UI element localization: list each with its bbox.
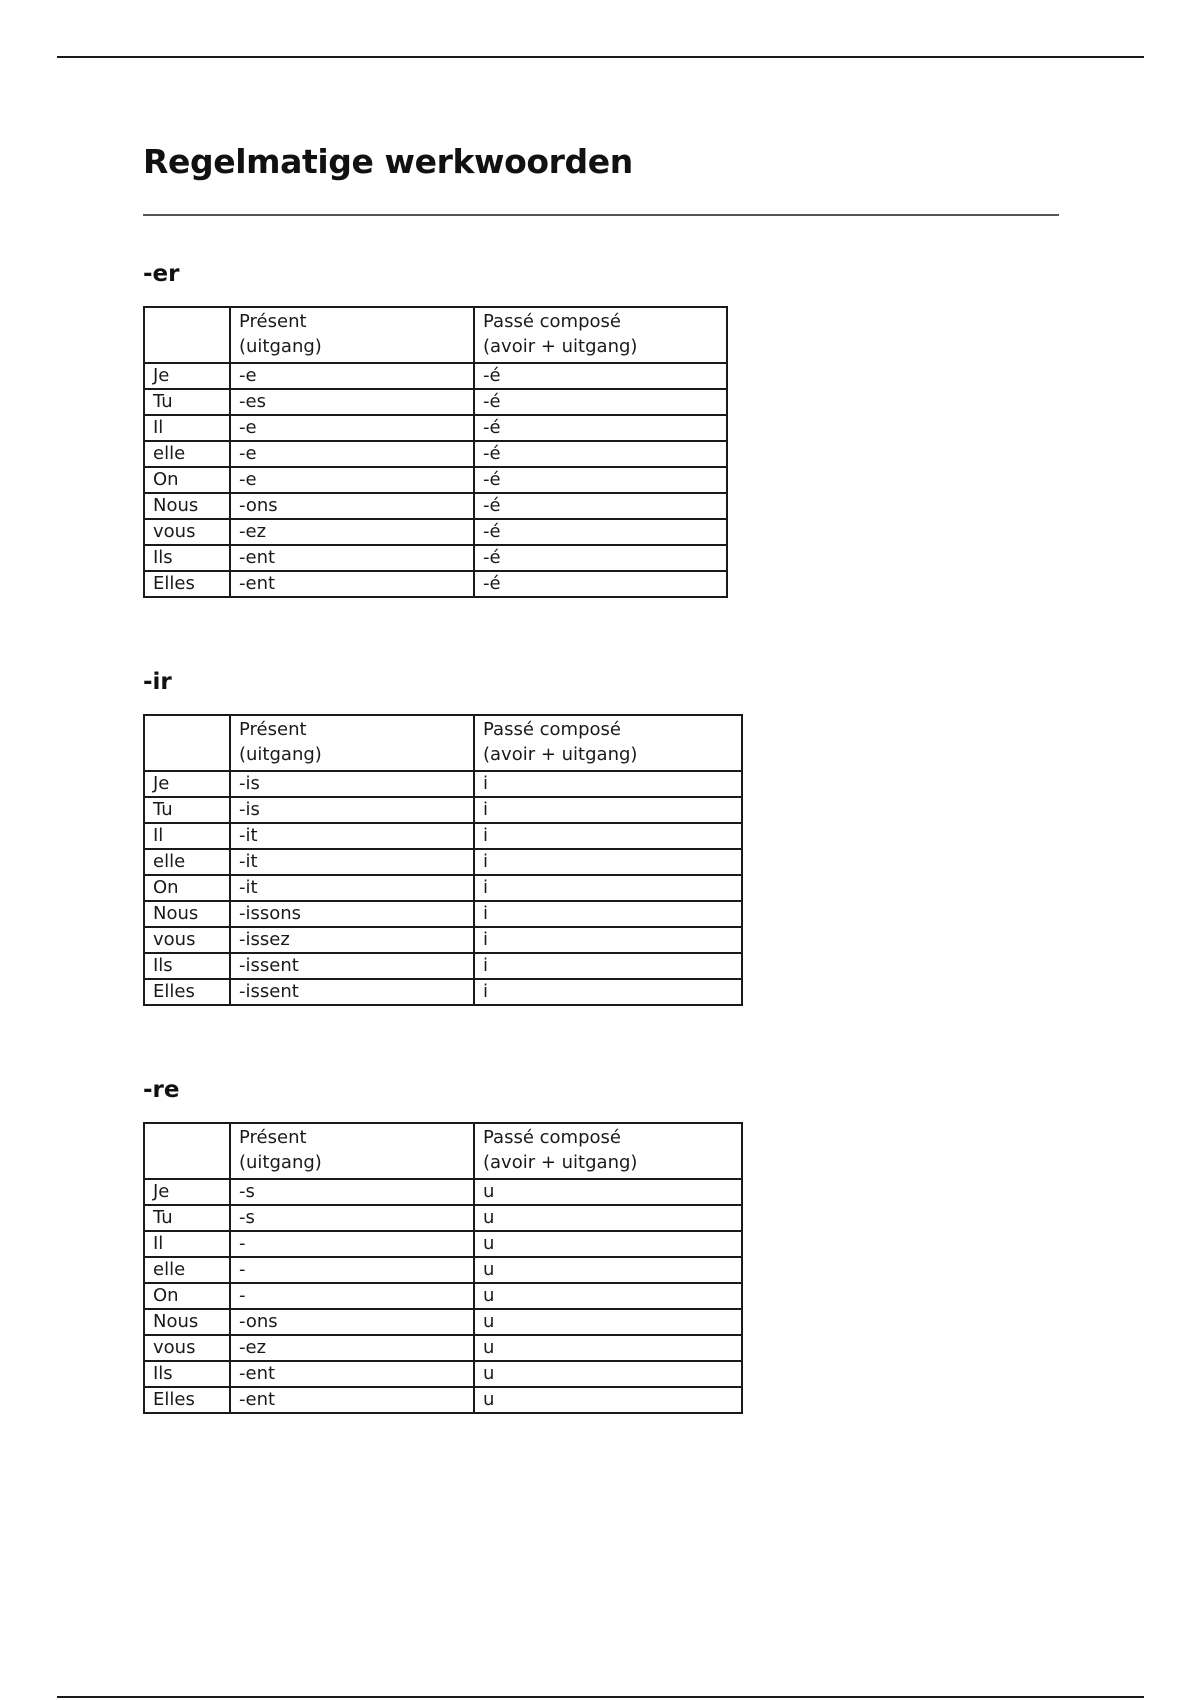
header-pronoun-cell xyxy=(144,715,230,771)
passe-compose-cell: i xyxy=(474,953,742,979)
passe-compose-cell: i xyxy=(474,979,742,1005)
pronoun-cell: On xyxy=(144,467,230,493)
passe-compose-cell: u xyxy=(474,1283,742,1309)
header-pronoun-cell xyxy=(144,1123,230,1179)
passe-compose-cell: -é xyxy=(474,571,727,597)
header-present-sublabel: (uitgang) xyxy=(239,744,322,765)
pronoun-cell: Tu xyxy=(144,1205,230,1231)
passe-compose-cell: i xyxy=(474,901,742,927)
present-ending-cell: -it xyxy=(230,823,474,849)
pronoun-cell: elle xyxy=(144,849,230,875)
header-passe-sublabel: (avoir + uitgang) xyxy=(483,1152,638,1173)
present-ending-cell: -e xyxy=(230,467,474,493)
section-re xyxy=(143,1078,743,1414)
present-ending-cell: -e xyxy=(230,415,474,441)
pronoun-cell: Nous xyxy=(144,1309,230,1335)
present-ending-cell: -ent xyxy=(230,1387,474,1413)
header-passe-cell xyxy=(474,715,742,771)
conjugation-table-ir xyxy=(143,714,743,1006)
present-ending-cell: - xyxy=(230,1283,474,1309)
passe-compose-cell: u xyxy=(474,1309,742,1335)
table-row xyxy=(144,1179,742,1205)
passe-compose-cell: u xyxy=(474,1257,742,1283)
pronoun-cell: Je xyxy=(144,771,230,797)
table-row xyxy=(144,927,742,953)
table-row xyxy=(144,953,742,979)
passe-compose-cell: -é xyxy=(474,441,727,467)
pronoun-cell: vous xyxy=(144,1335,230,1361)
pronoun-cell: elle xyxy=(144,441,230,467)
table-row xyxy=(144,1309,742,1335)
header-present-cell xyxy=(230,715,474,771)
page-title: Regelmatige werkwoorden xyxy=(143,142,633,181)
passe-compose-cell: -é xyxy=(474,415,727,441)
header-present-cell xyxy=(230,307,474,363)
passe-compose-cell: u xyxy=(474,1231,742,1257)
pronoun-cell: Elles xyxy=(144,1387,230,1413)
pronoun-cell: Elles xyxy=(144,979,230,1005)
passe-compose-cell: i xyxy=(474,771,742,797)
header-present-sublabel: (uitgang) xyxy=(239,1152,322,1173)
header-passe-sublabel: (avoir + uitgang) xyxy=(483,336,638,357)
passe-compose-cell: -é xyxy=(474,363,727,389)
table-row xyxy=(144,979,742,1005)
present-ending-cell: -ent xyxy=(230,545,474,571)
section-ir xyxy=(143,670,743,1006)
present-ending-cell: -ons xyxy=(230,493,474,519)
passe-compose-cell: -é xyxy=(474,467,727,493)
pronoun-cell: Il xyxy=(144,823,230,849)
passe-compose-cell: -é xyxy=(474,519,727,545)
present-ending-cell: -ent xyxy=(230,571,474,597)
title-underline xyxy=(143,214,1059,216)
page-header-rule xyxy=(57,56,1144,58)
table-row xyxy=(144,771,742,797)
present-ending-cell: -ez xyxy=(230,519,474,545)
present-ending-cell: -issent xyxy=(230,953,474,979)
section-heading: -re xyxy=(143,1077,180,1103)
present-ending-cell: -is xyxy=(230,771,474,797)
present-ending-cell: -s xyxy=(230,1205,474,1231)
pronoun-cell: On xyxy=(144,875,230,901)
pronoun-cell: Il xyxy=(144,1231,230,1257)
table-row xyxy=(144,545,727,571)
present-ending-cell: -es xyxy=(230,389,474,415)
present-ending-cell: -s xyxy=(230,1179,474,1205)
table-header-row xyxy=(144,715,742,771)
pronoun-cell: Elles xyxy=(144,571,230,597)
table-header-row xyxy=(144,1123,742,1179)
section-er xyxy=(143,262,728,598)
pronoun-cell: Il xyxy=(144,415,230,441)
table-row xyxy=(144,1335,742,1361)
table-row xyxy=(144,823,742,849)
table-row xyxy=(144,571,727,597)
passe-compose-cell: i xyxy=(474,849,742,875)
passe-compose-cell: i xyxy=(474,823,742,849)
pronoun-cell: Je xyxy=(144,363,230,389)
present-ending-cell: -e xyxy=(230,363,474,389)
table-header-row xyxy=(144,307,727,363)
header-pronoun-cell xyxy=(144,307,230,363)
table-row xyxy=(144,1231,742,1257)
conjugation-table-er xyxy=(143,306,728,598)
present-ending-cell: -e xyxy=(230,441,474,467)
passe-compose-cell: u xyxy=(474,1387,742,1413)
table-row xyxy=(144,1387,742,1413)
passe-compose-cell: u xyxy=(474,1179,742,1205)
header-passe-label: Passé composé xyxy=(483,1127,621,1148)
pronoun-cell: vous xyxy=(144,519,230,545)
header-present-label: Présent xyxy=(239,311,307,332)
table-row xyxy=(144,415,727,441)
table-row xyxy=(144,797,742,823)
header-present-label: Présent xyxy=(239,719,307,740)
passe-compose-cell: -é xyxy=(474,389,727,415)
header-passe-label: Passé composé xyxy=(483,311,621,332)
present-ending-cell: -ez xyxy=(230,1335,474,1361)
pronoun-cell: On xyxy=(144,1283,230,1309)
present-ending-cell: -it xyxy=(230,849,474,875)
present-ending-cell: - xyxy=(230,1257,474,1283)
header-present-label: Présent xyxy=(239,1127,307,1148)
passe-compose-cell: -é xyxy=(474,493,727,519)
header-present-sublabel: (uitgang) xyxy=(239,336,322,357)
table-row xyxy=(144,875,742,901)
conjugation-table-re xyxy=(143,1122,743,1414)
section-heading: -er xyxy=(143,261,180,287)
present-ending-cell: -issons xyxy=(230,901,474,927)
pronoun-cell: Je xyxy=(144,1179,230,1205)
table-row xyxy=(144,467,727,493)
pronoun-cell: vous xyxy=(144,927,230,953)
passe-compose-cell: u xyxy=(474,1361,742,1387)
table-row xyxy=(144,493,727,519)
present-ending-cell: -issent xyxy=(230,979,474,1005)
section-heading: -ir xyxy=(143,669,172,695)
passe-compose-cell: -é xyxy=(474,545,727,571)
pronoun-cell: elle xyxy=(144,1257,230,1283)
present-ending-cell: -ent xyxy=(230,1361,474,1387)
passe-compose-cell: i xyxy=(474,875,742,901)
table-row xyxy=(144,1205,742,1231)
pronoun-cell: Nous xyxy=(144,901,230,927)
pronoun-cell: Ils xyxy=(144,953,230,979)
passe-compose-cell: i xyxy=(474,927,742,953)
table-row xyxy=(144,1283,742,1309)
header-passe-cell xyxy=(474,307,727,363)
table-row xyxy=(144,1361,742,1387)
pronoun-cell: Tu xyxy=(144,389,230,415)
present-ending-cell: -is xyxy=(230,797,474,823)
table-row xyxy=(144,1257,742,1283)
present-ending-cell: -it xyxy=(230,875,474,901)
passe-compose-cell: i xyxy=(474,797,742,823)
passe-compose-cell: u xyxy=(474,1205,742,1231)
pronoun-cell: Ils xyxy=(144,545,230,571)
header-passe-label: Passé composé xyxy=(483,719,621,740)
header-present-cell xyxy=(230,1123,474,1179)
table-row xyxy=(144,901,742,927)
page-footer-rule xyxy=(57,1696,1144,1698)
present-ending-cell: -ons xyxy=(230,1309,474,1335)
table-row xyxy=(144,389,727,415)
table-row xyxy=(144,849,742,875)
header-passe-sublabel: (avoir + uitgang) xyxy=(483,744,638,765)
table-row xyxy=(144,363,727,389)
header-passe-cell xyxy=(474,1123,742,1179)
table-row xyxy=(144,519,727,545)
present-ending-cell: -issez xyxy=(230,927,474,953)
present-ending-cell: - xyxy=(230,1231,474,1257)
table-row xyxy=(144,441,727,467)
pronoun-cell: Tu xyxy=(144,797,230,823)
pronoun-cell: Nous xyxy=(144,493,230,519)
passe-compose-cell: u xyxy=(474,1335,742,1361)
pronoun-cell: Ils xyxy=(144,1361,230,1387)
